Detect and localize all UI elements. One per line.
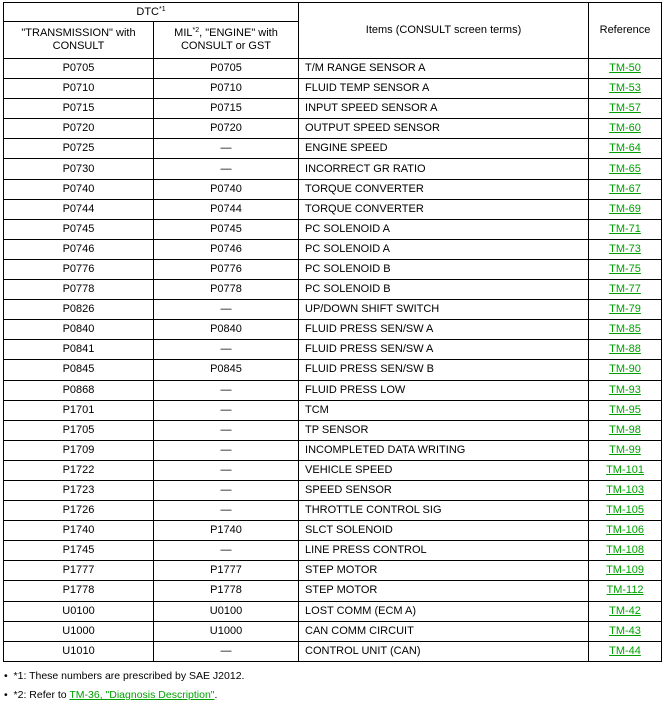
item-cell: PC SOLENOID B xyxy=(299,280,589,300)
reference-link[interactable]: TM-88 xyxy=(609,343,641,356)
item-cell: INCOMPLETED DATA WRITING xyxy=(299,440,589,460)
table-row xyxy=(4,601,662,621)
transmission-dtc-cell: P1745 xyxy=(4,541,154,561)
transmission-dtc-cell: U0100 xyxy=(4,601,154,621)
reference-link[interactable]: TM-112 xyxy=(606,584,644,597)
reference-link[interactable]: TM-95 xyxy=(609,403,641,416)
item-cell: PC SOLENOID A xyxy=(299,219,589,239)
item-cell: LOST COMM (ECM A) xyxy=(299,601,589,621)
reference-cell xyxy=(589,320,662,340)
table-row xyxy=(4,460,662,480)
mil-dtc-cell: P0720 xyxy=(154,119,299,139)
mil-dtc-cell: P0705 xyxy=(154,59,299,79)
dtc-header: DTC$^{*1}$ xyxy=(4,3,299,22)
reference-link[interactable]: TM-105 xyxy=(606,504,644,517)
transmission-dtc-cell: P1701 xyxy=(4,400,154,420)
item-cell: FLUID PRESS SEN/SW A xyxy=(299,340,589,360)
table-row xyxy=(4,521,662,541)
mil-dtc-cell: — xyxy=(154,641,299,661)
table-row xyxy=(4,219,662,239)
reference-link[interactable]: TM-108 xyxy=(606,544,644,557)
item-cell: CAN COMM CIRCUIT xyxy=(299,621,589,641)
reference-link[interactable]: TM-109 xyxy=(606,564,644,577)
reference-header: Reference xyxy=(589,3,662,59)
reference-cell xyxy=(589,280,662,300)
table-row xyxy=(4,280,662,300)
transmission-dtc-cell: P0710 xyxy=(4,79,154,99)
reference-link[interactable]: TM-106 xyxy=(606,524,644,537)
item-cell: OUTPUT SPEED SENSOR xyxy=(299,119,589,139)
transmission-dtc-cell: P1726 xyxy=(4,501,154,521)
mil-dtc-cell: P0746 xyxy=(154,239,299,259)
reference-link[interactable]: TM-64 xyxy=(609,142,641,155)
mil-dtc-cell: — xyxy=(154,380,299,400)
reference-link[interactable]: TM-69 xyxy=(609,202,641,215)
mil-dtc-cell: P1777 xyxy=(154,561,299,581)
table-row xyxy=(4,179,662,199)
table-row xyxy=(4,561,662,581)
table-row xyxy=(4,199,662,219)
mil-dtc-cell: P0776 xyxy=(154,259,299,279)
reference-cell xyxy=(589,179,662,199)
reference-link[interactable]: TM-71 xyxy=(609,222,641,235)
mil-dtc-cell: P1740 xyxy=(154,521,299,541)
item-cell: SLCT SOLENOID xyxy=(299,521,589,541)
dtc-rows xyxy=(4,59,662,662)
reference-cell xyxy=(589,59,662,79)
table-row xyxy=(4,400,662,420)
mil-dtc-cell: — xyxy=(154,300,299,320)
reference-link[interactable]: TM-93 xyxy=(609,383,641,396)
item-cell: FLUID PRESS SEN/SW A xyxy=(299,320,589,340)
reference-cell xyxy=(589,521,662,541)
mil-dtc-cell: P0740 xyxy=(154,179,299,199)
item-cell: CONTROL UNIT (CAN) xyxy=(299,641,589,661)
item-cell: PC SOLENOID B xyxy=(299,259,589,279)
transmission-dtc-cell: P1709 xyxy=(4,440,154,460)
transmission-dtc-cell: P1722 xyxy=(4,460,154,480)
table-row xyxy=(4,300,662,320)
table-row xyxy=(4,641,662,661)
reference-link[interactable]: TM-85 xyxy=(609,323,641,336)
mil-dtc-cell: — xyxy=(154,501,299,521)
table-row xyxy=(4,360,662,380)
transmission-dtc-cell: P0715 xyxy=(4,99,154,119)
table-row xyxy=(4,541,662,561)
reference-cell xyxy=(589,360,662,380)
transmission-dtc-cell: P1723 xyxy=(4,480,154,500)
reference-link[interactable]: TM-103 xyxy=(606,484,644,497)
reference-link[interactable]: TM-98 xyxy=(609,423,641,436)
item-cell: STEP MOTOR xyxy=(299,581,589,601)
table-row xyxy=(4,239,662,259)
mil-dtc-cell: — xyxy=(154,139,299,159)
footnotes xyxy=(4,667,244,705)
transmission-dtc-cell: P0730 xyxy=(4,159,154,179)
reference-cell xyxy=(589,400,662,420)
footnote-2: • *2: Refer to TM-36, "Diagnosis Description". xyxy=(4,689,218,701)
reference-cell xyxy=(589,501,662,521)
mil-dtc-cell: P0710 xyxy=(154,79,299,99)
reference-cell xyxy=(589,119,662,139)
transmission-dtc-cell: U1010 xyxy=(4,641,154,661)
transmission-dtc-cell: P0705 xyxy=(4,59,154,79)
reference-link[interactable]: TM-99 xyxy=(609,443,641,456)
transmission-dtc-cell: P0841 xyxy=(4,340,154,360)
reference-cell xyxy=(589,581,662,601)
reference-cell xyxy=(589,259,662,279)
reference-link[interactable]: TM-60 xyxy=(609,122,641,135)
transmission-dtc-cell: P0745 xyxy=(4,219,154,239)
transmission-dtc-cell: U1000 xyxy=(4,621,154,641)
reference-link[interactable]: TM-53 xyxy=(609,82,641,95)
reference-cell xyxy=(589,480,662,500)
mil-dtc-cell: — xyxy=(154,460,299,480)
transmission-dtc-cell: P0845 xyxy=(4,360,154,380)
reference-cell xyxy=(589,300,662,320)
dtc-table xyxy=(3,2,662,662)
reference-link[interactable]: TM-67 xyxy=(609,182,641,195)
table-row xyxy=(4,340,662,360)
table-row xyxy=(4,581,662,601)
transmission-dtc-cell: P1777 xyxy=(4,561,154,581)
item-cell: T/M RANGE SENSOR A xyxy=(299,59,589,79)
table-row xyxy=(4,440,662,460)
reference-cell xyxy=(589,561,662,581)
reference-cell xyxy=(589,199,662,219)
mil-dtc-cell: — xyxy=(154,340,299,360)
mil-dtc-cell: — xyxy=(154,440,299,460)
transmission-dtc-cell: P1778 xyxy=(4,581,154,601)
mil-dtc-cell: P0744 xyxy=(154,199,299,219)
transmission-dtc-cell: P1740 xyxy=(4,521,154,541)
reference-cell xyxy=(589,380,662,400)
reference-link[interactable]: TM-101 xyxy=(606,463,644,476)
diagnosis-description-link[interactable]: TM-36, "Diagnosis Description" xyxy=(69,689,215,701)
reference-cell xyxy=(589,99,662,119)
reference-link[interactable]: TM-57 xyxy=(609,102,641,115)
reference-cell xyxy=(589,440,662,460)
transmission-dtc-cell: P0725 xyxy=(4,139,154,159)
transmission-dtc-cell: P0744 xyxy=(4,199,154,219)
reference-link[interactable]: TM-44 xyxy=(609,644,641,657)
transmission-dtc-cell: P0868 xyxy=(4,380,154,400)
reference-cell xyxy=(589,159,662,179)
table-row xyxy=(4,99,662,119)
item-cell: TP SENSOR xyxy=(299,420,589,440)
reference-cell xyxy=(589,239,662,259)
item-cell: STEP MOTOR xyxy=(299,561,589,581)
table-row xyxy=(4,79,662,99)
reference-link[interactable]: TM-90 xyxy=(609,363,641,376)
reference-link[interactable]: TM-75 xyxy=(609,262,641,275)
item-cell: FLUID PRESS SEN/SW B xyxy=(299,360,589,380)
table-row xyxy=(4,480,662,500)
table-row xyxy=(4,501,662,521)
item-cell: PC SOLENOID A xyxy=(299,239,589,259)
reference-cell xyxy=(589,541,662,561)
item-cell: UP/DOWN SHIFT SWITCH xyxy=(299,300,589,320)
reference-cell xyxy=(589,420,662,440)
item-cell: TCM xyxy=(299,400,589,420)
transmission-dtc-cell: P1705 xyxy=(4,420,154,440)
reference-cell xyxy=(589,139,662,159)
table-row xyxy=(4,380,662,400)
reference-cell xyxy=(589,79,662,99)
item-cell: ENGINE SPEED xyxy=(299,139,589,159)
reference-cell xyxy=(589,641,662,661)
table-row xyxy=(4,420,662,440)
mil-dtc-cell: — xyxy=(154,159,299,179)
transmission-dtc-cell: P0840 xyxy=(4,320,154,340)
mil-dtc-cell: P1778 xyxy=(154,581,299,601)
reference-link[interactable]: TM-43 xyxy=(609,624,641,637)
mil-dtc-cell: U1000 xyxy=(154,621,299,641)
footnote-1: • *1: These numbers are prescribed by SAE J2012. xyxy=(4,670,245,682)
mil-dtc-cell: U0100 xyxy=(154,601,299,621)
table-row xyxy=(4,139,662,159)
mil-dtc-cell: — xyxy=(154,420,299,440)
transmission-dtc-cell: P0746 xyxy=(4,239,154,259)
item-cell: INPUT SPEED SENSOR A xyxy=(299,99,589,119)
items-header: Items (CONSULT screen terms) xyxy=(299,3,589,59)
mil-dtc-cell: P0840 xyxy=(154,320,299,340)
item-cell: SPEED SENSOR xyxy=(299,480,589,500)
table-row xyxy=(4,59,662,79)
transmission-dtc-cell: P0720 xyxy=(4,119,154,139)
reference-cell xyxy=(589,340,662,360)
item-cell: LINE PRESS CONTROL xyxy=(299,541,589,561)
mil-dtc-cell: P0778 xyxy=(154,280,299,300)
reference-link[interactable]: TM-65 xyxy=(609,162,641,175)
mil-header: MIL$^{*2}$, "ENGINE" with CONSULT or GST xyxy=(154,22,299,59)
item-cell: INCORRECT GR RATIO xyxy=(299,159,589,179)
table-row xyxy=(4,320,662,340)
reference-cell xyxy=(589,621,662,641)
reference-link[interactable]: TM-50 xyxy=(609,62,641,75)
table-row xyxy=(4,119,662,139)
reference-link[interactable]: TM-73 xyxy=(609,242,641,255)
item-cell: FLUID TEMP SENSOR A xyxy=(299,79,589,99)
mil-dtc-cell: — xyxy=(154,541,299,561)
item-cell: FLUID PRESS LOW xyxy=(299,380,589,400)
reference-cell xyxy=(589,219,662,239)
mil-dtc-cell: P0715 xyxy=(154,99,299,119)
reference-cell xyxy=(589,460,662,480)
transmission-dtc-cell: P0740 xyxy=(4,179,154,199)
mil-dtc-cell: — xyxy=(154,480,299,500)
table-row xyxy=(4,621,662,641)
reference-link[interactable]: TM-79 xyxy=(609,303,641,316)
transmission-dtc-cell: P0778 xyxy=(4,280,154,300)
item-cell: VEHICLE SPEED xyxy=(299,460,589,480)
mil-dtc-cell: P0845 xyxy=(154,360,299,380)
table-row xyxy=(4,259,662,279)
reference-link[interactable]: TM-77 xyxy=(609,283,641,296)
item-cell: TORQUE CONVERTER xyxy=(299,199,589,219)
mil-dtc-cell: — xyxy=(154,400,299,420)
transmission-dtc-cell: P0826 xyxy=(4,300,154,320)
mil-dtc-cell: P0745 xyxy=(154,219,299,239)
reference-link[interactable]: TM-42 xyxy=(609,604,641,617)
reference-cell xyxy=(589,601,662,621)
transmission-dtc-cell: P0776 xyxy=(4,259,154,279)
transmission-header: "TRANSMISSION" with CONSULT xyxy=(4,22,154,59)
item-cell: THROTTLE CONTROL SIG xyxy=(299,501,589,521)
table-row xyxy=(4,159,662,179)
item-cell: TORQUE CONVERTER xyxy=(299,179,589,199)
